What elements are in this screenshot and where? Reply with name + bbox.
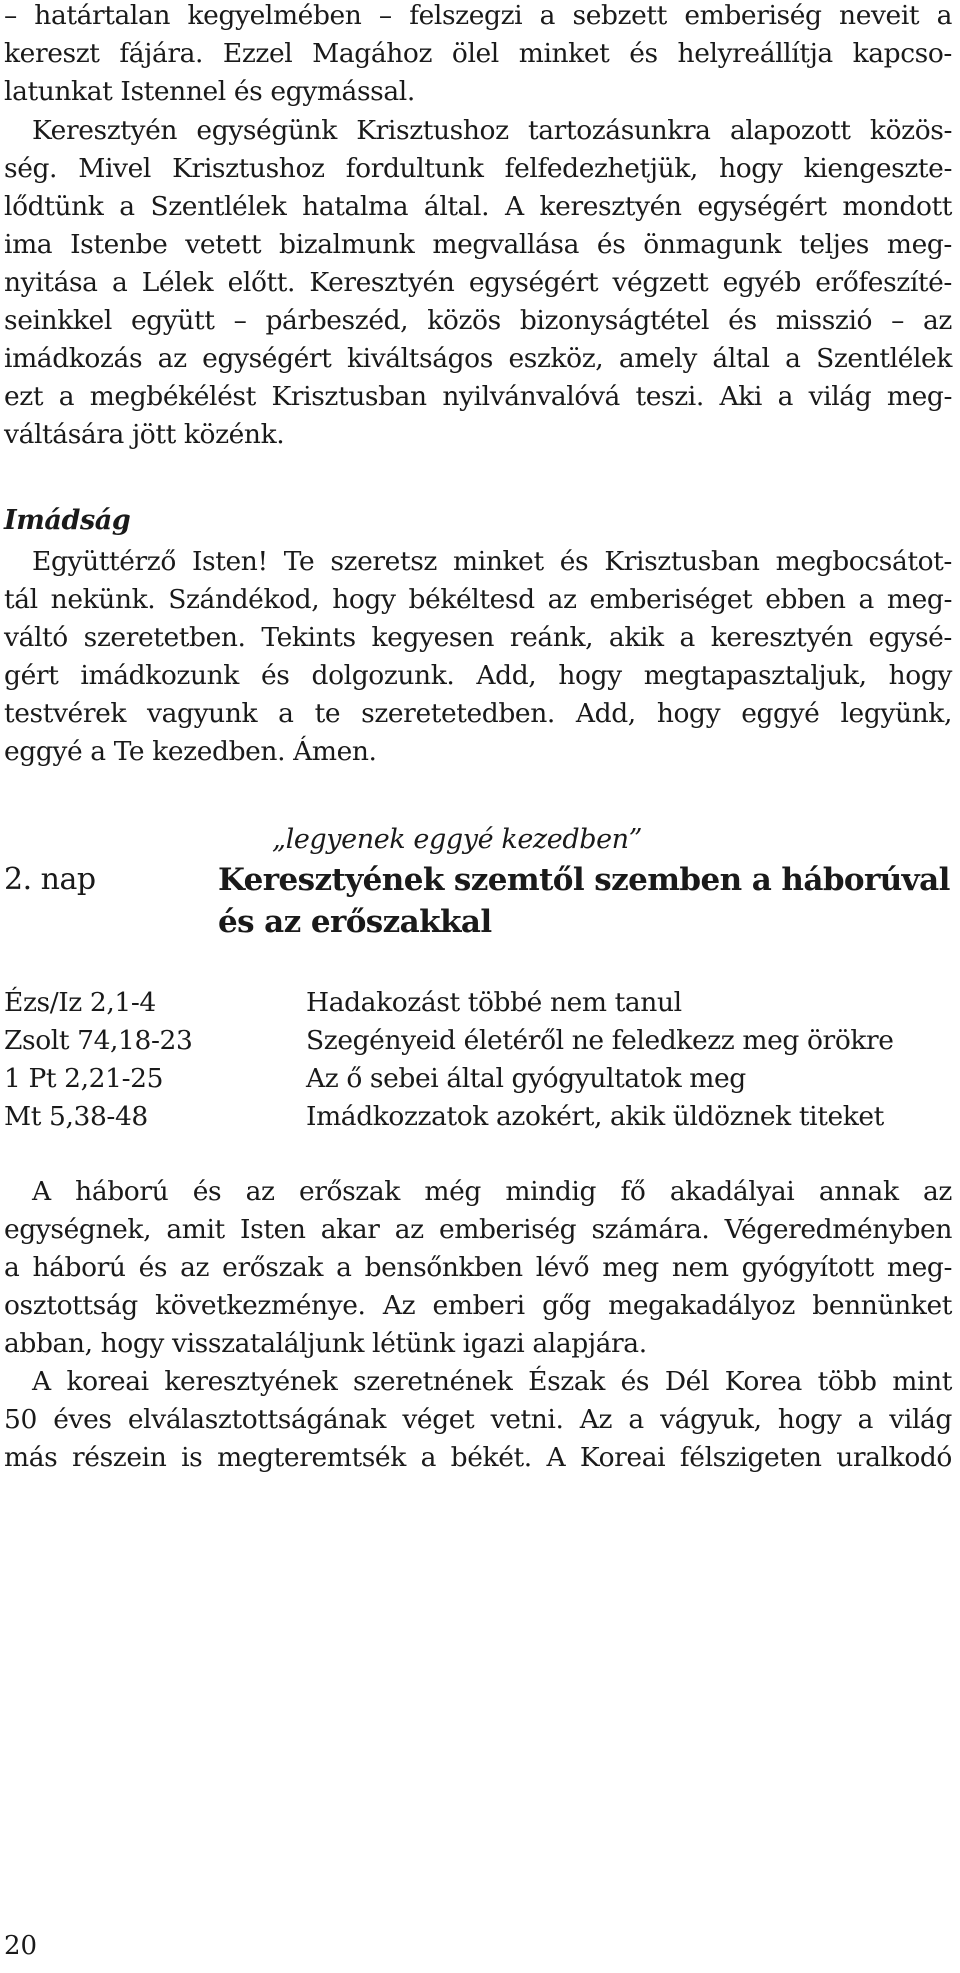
prayer-line: testvérek vagyunk a te szeretetedben. Add, hogy eggyé legyünk, [4,698,952,729]
day-label: 2. nap [4,862,96,897]
prayer-line: Együttérző Isten! Te szeretsz minket és Krisztusban megbocsátot- [32,546,952,577]
body-line: A koreai keresztyének szeretnének Észak és Dél Korea több mint [32,1366,952,1397]
day-title-line2: és az erőszakkal [218,904,492,940]
intro-line: ima Istenbe vetett bizalmunk megvallása és önmagunk teljes meg- [4,229,952,260]
reading-ref: Mt 5,38-48 [4,1101,148,1132]
intro-line: nyitása a Lélek előtt. Keresztyén egységért végzett egyéb erőfeszíté- [4,267,952,298]
intro-line: latunkat Istennel és egymással. [4,76,415,107]
prayer-line: gért imádkozunk és dolgozunk. Add, hogy megtapasztaljuk, hogy [4,660,952,691]
intro-line: ség. Mivel Krisztushoz fordultunk felfedezhetjük, hogy kiengeszte- [4,153,952,184]
intro-line: kereszt fájára. Ezzel Magához ölel minket és helyreállítja kapcso- [4,38,952,69]
prayer-line: tál nekünk. Szándékod, hogy békéltesd az emberiséget ebben a meg- [4,584,952,615]
prayer-line: váltó szeretetben. Tekints kegyesen reánk, akik a keresztyén egysé- [4,622,952,653]
body-line: egységnek, amit Isten akar az emberiség számára. Végeredményben [4,1214,952,1245]
body-line: osztottság következménye. Az emberi gőg megakadályoz bennünket [4,1290,952,1321]
motto: „legyenek eggyé kezedben” [272,824,643,855]
body-line: más részein is megteremtsék a békét. A Koreai félszigeten uralkodó [4,1442,952,1473]
reading-title: Az ő sebei által gyógyultatok meg [306,1063,746,1094]
page-number: 20 [4,1931,38,1961]
prayer-line: eggyé a Te kezedben. Ámen. [4,736,377,767]
reading-title: Szegényeid életéről ne feledkezz meg örökre [306,1025,894,1056]
reading-ref: 1 Pt 2,21-25 [4,1063,164,1094]
body-line: A háború és az erőszak még mindig fő akadályai annak az [32,1176,952,1207]
prayer-heading: Imádság [4,505,131,536]
body-line: 50 éves elválasztottságának véget vetni. Az a vágyuk, hogy a világ [4,1404,952,1435]
body-line: abban, hogy visszataláljunk létünk igazi alapjára. [4,1328,647,1359]
intro-line: – határtalan kegyelmében – felszegzi a sebzett emberiség neveit a [4,0,952,31]
reading-title: Hadakozást többé nem tanul [306,987,682,1018]
intro-line: seinkkel együtt – párbeszéd, közös bizonyságtétel és misszió – az [4,305,952,336]
intro-line: Keresztyén egységünk Krisztushoz tartozásunkra alapozott közös- [32,115,952,146]
reading-ref: Ézs/Iz 2,1-4 [4,987,156,1018]
intro-line: ezt a megbékélést Krisztusban nyilvánvalóvá teszi. Aki a világ meg- [4,381,952,412]
day-title-line1: Keresztyének szemtől szemben a háborúval [218,862,950,898]
intro-line: lődtünk a Szentlélek hatalma által. A keresztyén egységért mondott [4,191,952,222]
intro-line: imádkozás az egységért kiváltságos eszköz, amely által a Szentlélek [4,343,952,374]
reading-ref: Zsolt 74,18-23 [4,1025,193,1056]
intro-line: váltására jött közénk. [4,419,285,450]
body-line: a háború és az erőszak a bensőnkben lévő meg nem gyógyított meg- [4,1252,952,1283]
reading-title: Imádkozzatok azokért, akik üldöznek titeket [306,1101,884,1132]
